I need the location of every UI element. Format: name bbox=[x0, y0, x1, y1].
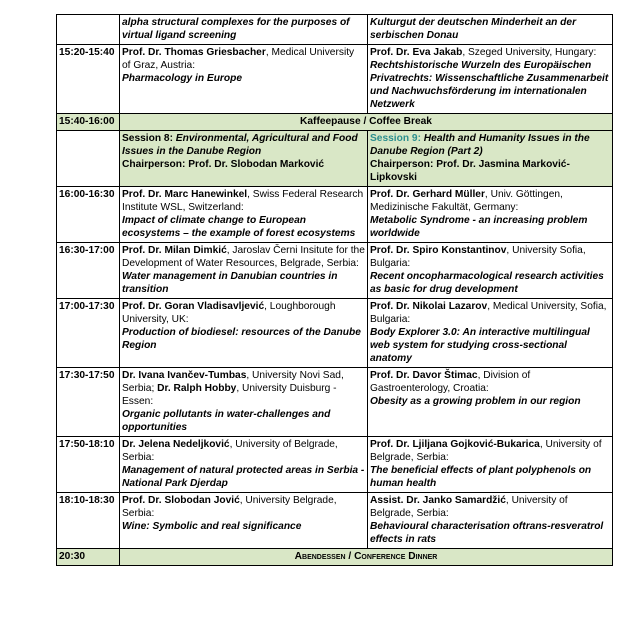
speaker-affiliation: , Univ. Göttingen, Medizinische Fakultät, Germany: bbox=[370, 189, 563, 213]
speaker-name: Prof. Dr. Marc Hanewinkel bbox=[122, 189, 248, 200]
talk-cell-right bbox=[368, 437, 613, 493]
speaker-name: Prof. Dr. Thomas Griesbacher bbox=[122, 47, 266, 58]
time-cell: 15:20-15:40 bbox=[57, 45, 120, 114]
table-row bbox=[57, 299, 613, 368]
talk-title: Body Explorer 3.0: An interactive multilingual web system for studying cross-sectional anatomy bbox=[370, 327, 590, 364]
session-title: Health and Humanity Issues in the Danube Region (Part 2) bbox=[370, 133, 590, 157]
table-row bbox=[57, 368, 613, 437]
speaker-name: Prof. Dr. Eva Jakab bbox=[370, 47, 463, 58]
talk-title: Wine: Symbolic and real significance bbox=[122, 521, 302, 532]
talk-cell-left bbox=[120, 368, 368, 437]
talk-title: Recent oncopharmacological research activities as basic for drug development bbox=[370, 271, 604, 295]
talk-cell-right bbox=[368, 243, 613, 299]
dinner-label: Abendessen / Conference Dinner bbox=[120, 549, 613, 566]
speaker-name: Prof. Dr. Gerhard Müller bbox=[370, 189, 485, 200]
session-chair: Chairperson: Prof. Dr. Slobodan Marković bbox=[122, 159, 325, 170]
time-cell: 17:00-17:30 bbox=[57, 299, 120, 368]
speaker-name: Dr. Ivana Ivančev-Tumbas bbox=[122, 370, 247, 381]
speaker-name: Dr. Jelena Nedeljković bbox=[122, 439, 230, 450]
speaker-name: Prof. Dr. Ljiljana Gojković-Bukarica bbox=[370, 439, 540, 450]
speaker-affiliation: , Division of Gastroenterology, Croatia: bbox=[370, 370, 531, 394]
time-cell bbox=[57, 131, 120, 187]
session-number: Session 9: bbox=[370, 133, 421, 144]
talk-cell-left bbox=[120, 187, 368, 243]
speaker-affiliation: , Szeged University, Hungary: bbox=[462, 47, 597, 58]
talk-title: Organic pollutants in water-challenges and opportunities bbox=[122, 409, 331, 433]
talk-cell-left bbox=[120, 45, 368, 114]
speaker-affiliation: , University of Belgrade, Serbia: bbox=[370, 495, 568, 519]
speaker-name: Prof. Dr. Slobodan Jović bbox=[122, 495, 240, 506]
talk-title: Obesity as a growing problem in our region bbox=[370, 396, 581, 407]
speaker-affiliation: , University of Belgrade, Serbia: bbox=[370, 439, 602, 463]
talk-cell-right bbox=[368, 15, 613, 45]
talk-cell-right bbox=[368, 45, 613, 114]
talk-cell-left bbox=[120, 15, 368, 45]
time-cell: 16:00-16:30 bbox=[57, 187, 120, 243]
talk-cell-left bbox=[120, 437, 368, 493]
speaker-affiliation: , Medical University of Graz, Austria: bbox=[122, 47, 355, 71]
time-cell: 20:30 bbox=[57, 549, 120, 566]
break-label: Kaffeepause / Coffee Break bbox=[120, 114, 613, 131]
talk-cell-right bbox=[368, 187, 613, 243]
session-row bbox=[57, 131, 613, 187]
talk-title: Water management in Danubian countries in transition bbox=[122, 271, 338, 295]
speaker-name: Prof. Dr. Goran Vladisavljević bbox=[122, 301, 265, 312]
speaker-name: Prof. Dr. Spiro Konstantinov bbox=[370, 245, 507, 256]
time-cell: 15:40-16:00 bbox=[57, 114, 120, 131]
talk-cell-left bbox=[120, 299, 368, 368]
speaker-name: Prof. Dr. Nikolai Lazarov bbox=[370, 301, 488, 312]
speaker-affiliation: , University Duisburg - Essen: bbox=[122, 383, 337, 407]
talk-cell-left bbox=[120, 493, 368, 549]
talk-title: The beneficial effects of plant polyphenols on human health bbox=[370, 465, 592, 489]
session-cell-right bbox=[368, 131, 613, 187]
speaker-affiliation: , Medical University, Sofia, Bulgaria: bbox=[370, 301, 607, 325]
time-cell: 17:50-18:10 bbox=[57, 437, 120, 493]
table-row bbox=[57, 15, 613, 45]
talk-title: Behavioural characterisation oftrans-resveratrol effects in rats bbox=[370, 521, 604, 545]
speaker-name: Dr. Ralph Hobby bbox=[157, 383, 237, 394]
time-cell: 16:30-17:00 bbox=[57, 243, 120, 299]
speaker-affiliation: , Loughborough University, UK: bbox=[122, 301, 336, 325]
speaker-affiliation: , University Belgrade, Serbia: bbox=[122, 495, 337, 519]
session-cell-left bbox=[120, 131, 368, 187]
talk-cell-right bbox=[368, 299, 613, 368]
talk-title: Metabolic Syndrome - an increasing problem worldwide bbox=[370, 215, 588, 239]
talk-cell-right bbox=[368, 493, 613, 549]
talk-title: Pharmacology in Europe bbox=[122, 73, 243, 84]
time-cell bbox=[57, 15, 120, 45]
table-row bbox=[57, 437, 613, 493]
talk-title: Rechtshistorische Wurzeln des Europäischen Privatrechts: Wissenschaftliche Zusammenarbeit und Nachwuchsförderung im internationalen Netzwerk bbox=[370, 60, 609, 110]
speaker-affiliation: , University of Belgrade, Serbia: bbox=[122, 439, 338, 463]
talk-title: alpha structural complexes for the purposes of virtual ligand screening bbox=[122, 17, 350, 41]
talk-title: Management of natural protected areas in Serbia - National Park Djerdap bbox=[122, 465, 365, 489]
dinner-row bbox=[57, 549, 613, 566]
speaker-affiliation: , University Sofia, Bulgaria: bbox=[370, 245, 586, 269]
speaker-affiliation: , Jaroslav Černi Insitute for the Development of Water Resources, Belgrade, Serbia: bbox=[122, 245, 365, 269]
speaker-affiliation: , University Novi Sad, Serbia; bbox=[122, 370, 344, 394]
speaker-name: Assist. Dr. Janko Samardžić bbox=[370, 495, 506, 506]
talk-cell-right bbox=[368, 368, 613, 437]
table-row bbox=[57, 45, 613, 114]
time-cell: 17:30-17:50 bbox=[57, 368, 120, 437]
speaker-affiliation: , Swiss Federal Research Institute WSL, Switzerland: bbox=[122, 189, 364, 213]
table-row bbox=[57, 187, 613, 243]
talk-title: Production of biodiesel: resources of the Danube Region bbox=[122, 327, 361, 351]
session-number: Session 8: bbox=[122, 133, 173, 144]
table-row bbox=[57, 243, 613, 299]
table-row bbox=[57, 493, 613, 549]
programme-table bbox=[56, 14, 613, 566]
time-cell: 18:10-18:30 bbox=[57, 493, 120, 549]
speaker-name: Prof. Dr. Milan Dimkić bbox=[122, 245, 227, 256]
session-chair: Chairperson: Prof. Dr. Jasmina Marković-Lipkovski bbox=[370, 159, 570, 183]
speaker-name: Prof. Dr. Davor Štimac bbox=[370, 370, 478, 381]
break-row bbox=[57, 114, 613, 131]
session-title: Environmental, Agricultural and Food Issues in the Danube Region bbox=[122, 133, 358, 157]
talk-title: Impact of climate change to European ecosystems – the example of forest ecosystems bbox=[122, 215, 356, 239]
talk-cell-left bbox=[120, 243, 368, 299]
talk-title: Kulturgut der deutschen Minderheit an der serbischen Donau bbox=[370, 17, 577, 41]
